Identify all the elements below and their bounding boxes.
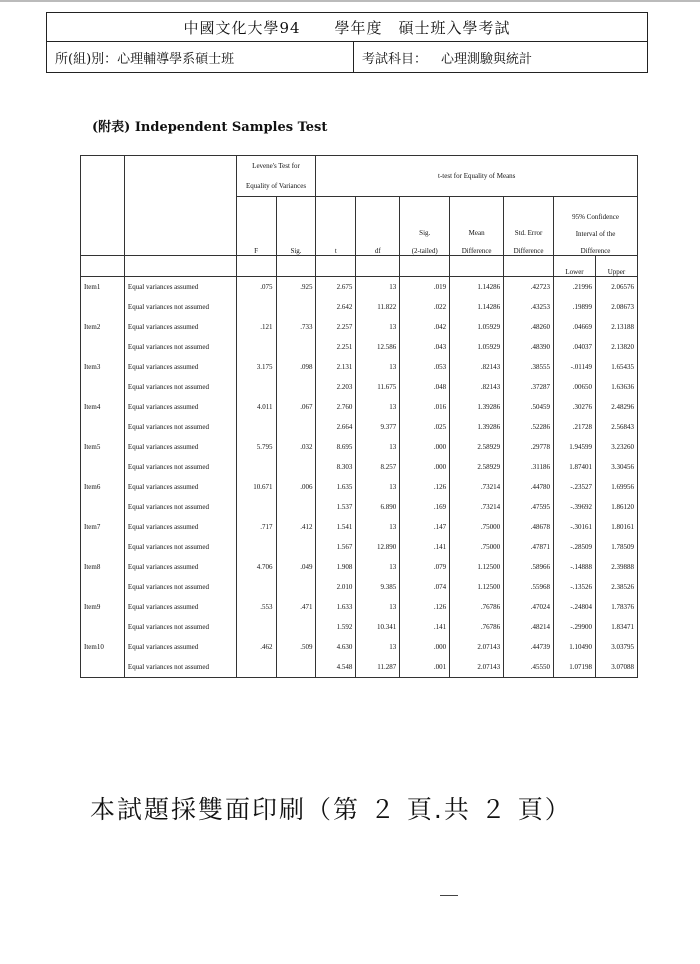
print-notice: 本試題採雙面印刷（第 ２ 頁.共 ２ 頁）: [90, 795, 572, 824]
cell-p: .000: [400, 437, 450, 457]
cell-F: .121: [236, 317, 276, 337]
cell-hi: 1.69956: [595, 477, 637, 497]
table-row: [81, 337, 638, 357]
cell-cond: Equal variances assumed: [124, 597, 236, 617]
cell-md: .76786: [450, 597, 504, 617]
table-body: [81, 277, 638, 678]
cell-sig: .049: [276, 557, 316, 577]
cell-cond: Equal variances not assumed: [124, 617, 236, 637]
cell-p: .126: [400, 597, 450, 617]
table-row: [81, 617, 638, 637]
ci-title-3: Difference: [580, 247, 611, 255]
cell-md: 1.05929: [450, 337, 504, 357]
cell-item: Item2: [81, 317, 125, 337]
cell-lo: .19899: [554, 297, 596, 317]
cell-t: 1.592: [316, 617, 356, 637]
cell-F: .075: [236, 277, 276, 298]
table-row: [81, 457, 638, 477]
cell-md: 2.07143: [450, 637, 504, 657]
cell-lo: -.29900: [554, 617, 596, 637]
cell-F: [236, 577, 276, 597]
col-md-line1: Mean: [468, 229, 485, 237]
table-row: [81, 557, 638, 577]
cell-p: .079: [400, 557, 450, 577]
cell-item: Item5: [81, 437, 125, 457]
cell-df: 11.822: [356, 297, 400, 317]
blank-cell: [124, 256, 236, 277]
cell-p: .022: [400, 297, 450, 317]
cell-cond: Equal variances assumed: [124, 397, 236, 417]
table-row: [81, 297, 638, 317]
cell-F: [236, 537, 276, 557]
cell-item: [81, 337, 125, 357]
cell-F: .462: [236, 637, 276, 657]
cell-F: [236, 617, 276, 637]
cell-F: 4.706: [236, 557, 276, 577]
cell-hi: 2.06576: [595, 277, 637, 298]
cell-t: 1.908: [316, 557, 356, 577]
cell-t: 2.131: [316, 357, 356, 377]
cell-p: .025: [400, 417, 450, 437]
cell-hi: 2.48296: [595, 397, 637, 417]
cell-F: [236, 457, 276, 477]
cell-se: .29778: [504, 437, 554, 457]
cell-lo: 1.87401: [554, 457, 596, 477]
cell-t: 1.541: [316, 517, 356, 537]
blank-cell: [236, 256, 276, 277]
cell-se: .42723: [504, 277, 554, 298]
cell-sig: [276, 297, 316, 317]
cell-md: .73214: [450, 477, 504, 497]
cell-p: .141: [400, 617, 450, 637]
table-row: [81, 377, 638, 397]
cell-lo: 1.10490: [554, 637, 596, 657]
cell-df: 13: [356, 437, 400, 457]
cell-hi: 1.83471: [595, 617, 637, 637]
cell-hi: 1.86120: [595, 497, 637, 517]
levene-header: [236, 156, 316, 197]
cell-cond: Equal variances not assumed: [124, 657, 236, 678]
cell-se: .43253: [504, 297, 554, 317]
header-row-3: [81, 256, 638, 277]
ci-title-1: 95% Confidence: [572, 213, 619, 221]
cell-t: 4.548: [316, 657, 356, 678]
col-sig-2tailed: [400, 197, 450, 256]
cell-sig: [276, 617, 316, 637]
cell-cond: Equal variances not assumed: [124, 537, 236, 557]
cell-md: 2.07143: [450, 657, 504, 678]
cell-hi: 3.30456: [595, 457, 637, 477]
cell-df: 12.586: [356, 337, 400, 357]
cell-item: Item6: [81, 477, 125, 497]
cell-se: .44739: [504, 637, 554, 657]
col-f: F: [236, 197, 276, 256]
corner-cell: [81, 156, 125, 256]
col-ci: [554, 197, 638, 256]
cell-se: .38555: [504, 357, 554, 377]
cell-t: 2.203: [316, 377, 356, 397]
cell-md: 1.05929: [450, 317, 504, 337]
table-row: [81, 437, 638, 457]
cell-df: 13: [356, 517, 400, 537]
cell-hi: 3.03795: [595, 637, 637, 657]
col-std-error: [504, 197, 554, 256]
cell-cond: Equal variances assumed: [124, 277, 236, 298]
cell-item: Item9: [81, 597, 125, 617]
cell-sig: [276, 497, 316, 517]
cell-se: .47871: [504, 537, 554, 557]
cell-df: 9.385: [356, 577, 400, 597]
cell-df: 12.890: [356, 537, 400, 557]
cell-p: .043: [400, 337, 450, 357]
cell-sig: .067: [276, 397, 316, 417]
cell-lo: -.28509: [554, 537, 596, 557]
cell-md: 2.58929: [450, 457, 504, 477]
table-row: [81, 517, 638, 537]
scan-top-edge: [0, 0, 700, 2]
cell-F: [236, 377, 276, 397]
cell-lo: .00650: [554, 377, 596, 397]
cell-lo: 1.07198: [554, 657, 596, 678]
cell-sig: .925: [276, 277, 316, 298]
cell-p: .169: [400, 497, 450, 517]
cell-hi: 2.13820: [595, 337, 637, 357]
cell-t: 4.630: [316, 637, 356, 657]
table-row: [81, 637, 638, 657]
cell-sig: .412: [276, 517, 316, 537]
cell-item: [81, 617, 125, 637]
cell-md: .82143: [450, 357, 504, 377]
cell-t: 1.635: [316, 477, 356, 497]
cell-sig: .471: [276, 597, 316, 617]
cell-lo: -.14888: [554, 557, 596, 577]
cell-md: .82143: [450, 377, 504, 397]
cell-item: [81, 537, 125, 557]
cell-p: .147: [400, 517, 450, 537]
cell-p: .074: [400, 577, 450, 597]
blank-cell: [400, 256, 450, 277]
table-row: [81, 417, 638, 437]
cell-se: .48260: [504, 317, 554, 337]
col-upper: Upper: [595, 256, 637, 277]
cell-se: .48214: [504, 617, 554, 637]
col-se-line2: Difference: [513, 247, 544, 255]
cell-item: [81, 297, 125, 317]
cell-df: 13: [356, 637, 400, 657]
cell-lo: -.01149: [554, 357, 596, 377]
cell-md: 1.14286: [450, 297, 504, 317]
cell-hi: 2.38526: [595, 577, 637, 597]
cell-cond: Equal variances assumed: [124, 517, 236, 537]
cell-hi: 1.65435: [595, 357, 637, 377]
cell-sig: [276, 417, 316, 437]
cell-se: .37287: [504, 377, 554, 397]
subject-value: 心理測驗與統計: [441, 51, 533, 67]
cell-lo: -.23527: [554, 477, 596, 497]
cell-cond: Equal variances assumed: [124, 637, 236, 657]
table-row: [81, 397, 638, 417]
cell-md: .73214: [450, 497, 504, 517]
col-lower: Lower: [554, 256, 596, 277]
cell-p: .016: [400, 397, 450, 417]
cell-lo: -.24804: [554, 597, 596, 617]
cell-t: 2.251: [316, 337, 356, 357]
cell-df: 13: [356, 357, 400, 377]
col-levene-sig: Sig.: [276, 197, 316, 256]
table-row: [81, 317, 638, 337]
cell-se: .52286: [504, 417, 554, 437]
cell-hi: 2.56843: [595, 417, 637, 437]
cell-p: .019: [400, 277, 450, 298]
cell-cond: Equal variances not assumed: [124, 577, 236, 597]
cell-t: 2.664: [316, 417, 356, 437]
cell-t: 8.695: [316, 437, 356, 457]
cell-F: [236, 337, 276, 357]
cell-sig: .509: [276, 637, 316, 657]
cell-hi: 2.13188: [595, 317, 637, 337]
col-df: df: [356, 197, 400, 256]
col-se-line1: Std. Error: [514, 229, 543, 237]
cell-F: .553: [236, 597, 276, 617]
cell-hi: 3.23260: [595, 437, 637, 457]
cell-t: 2.010: [316, 577, 356, 597]
cell-p: .126: [400, 477, 450, 497]
cell-df: 13: [356, 317, 400, 337]
cell-t: 8.303: [316, 457, 356, 477]
cell-cond: Equal variances assumed: [124, 477, 236, 497]
cell-se: .48390: [504, 337, 554, 357]
cell-item: Item8: [81, 557, 125, 577]
cell-item: [81, 457, 125, 477]
cell-p: .141: [400, 537, 450, 557]
cell-sig: [276, 537, 316, 557]
cell-df: 13: [356, 477, 400, 497]
cell-se: .48678: [504, 517, 554, 537]
table-row: [81, 537, 638, 557]
cell-hi: 1.63636: [595, 377, 637, 397]
cell-se: .31186: [504, 457, 554, 477]
cell-p: .001: [400, 657, 450, 678]
cell-p: .042: [400, 317, 450, 337]
cell-F: [236, 657, 276, 678]
table-row: [81, 357, 638, 377]
cell-cond: Equal variances assumed: [124, 317, 236, 337]
table-row: [81, 597, 638, 617]
cell-lo: .21728: [554, 417, 596, 437]
cell-md: .75000: [450, 537, 504, 557]
exam-header-box: [46, 12, 648, 73]
cell-p: .000: [400, 457, 450, 477]
subject-cell: [354, 42, 532, 72]
blank-cell: [316, 256, 356, 277]
cell-t: 2.675: [316, 277, 356, 298]
cell-item: [81, 497, 125, 517]
scan-mark: [440, 895, 458, 896]
cell-item: Item3: [81, 357, 125, 377]
corner-cell-2: [124, 156, 236, 256]
cell-md: 1.12500: [450, 557, 504, 577]
col-sig2-line2: (2-tailed): [411, 247, 438, 255]
cell-F: [236, 497, 276, 517]
cell-md: .76786: [450, 617, 504, 637]
cell-sig: [276, 377, 316, 397]
cell-item: Item7: [81, 517, 125, 537]
cell-hi: 1.78376: [595, 597, 637, 617]
blank-cell: [81, 256, 125, 277]
cell-F: 4.011: [236, 397, 276, 417]
levene-title-2: Equality of Variances: [245, 182, 307, 190]
table-row: [81, 477, 638, 497]
cell-cond: Equal variances assumed: [124, 357, 236, 377]
cell-lo: -.13526: [554, 577, 596, 597]
ttest-header: t-test for Equality of Means: [316, 156, 638, 197]
cell-cond: Equal variances not assumed: [124, 457, 236, 477]
cell-sig: .032: [276, 437, 316, 457]
cell-lo: 1.94599: [554, 437, 596, 457]
cell-F: 10.671: [236, 477, 276, 497]
cell-lo: .30276: [554, 397, 596, 417]
blank-cell: [276, 256, 316, 277]
cell-df: 6.890: [356, 497, 400, 517]
cell-t: 2.760: [316, 397, 356, 417]
cell-md: 1.12500: [450, 577, 504, 597]
header-row-1: [81, 156, 638, 197]
cell-df: 11.287: [356, 657, 400, 678]
cell-lo: .04669: [554, 317, 596, 337]
cell-lo: -.39692: [554, 497, 596, 517]
cell-item: Item10: [81, 637, 125, 657]
cell-se: .47024: [504, 597, 554, 617]
cell-sig: [276, 577, 316, 597]
ci-title-2: Interval of the: [575, 230, 616, 238]
cell-sig: [276, 337, 316, 357]
cell-sig: .098: [276, 357, 316, 377]
independent-samples-test-table: [80, 155, 638, 678]
blank-cell: [504, 256, 554, 277]
cell-lo: -.30161: [554, 517, 596, 537]
cell-sig: [276, 457, 316, 477]
blank-cell: [356, 256, 400, 277]
cell-cond: Equal variances not assumed: [124, 497, 236, 517]
cell-hi: 2.39888: [595, 557, 637, 577]
cell-item: [81, 657, 125, 678]
subject-label: 考試科目：: [362, 51, 428, 67]
cell-cond: Equal variances not assumed: [124, 297, 236, 317]
cell-item: [81, 417, 125, 437]
cell-t: 1.633: [316, 597, 356, 617]
cell-item: Item1: [81, 277, 125, 298]
exam-info-row: [47, 42, 647, 72]
table-row: [81, 577, 638, 597]
table-caption: (附表) Independent Samples Test: [92, 120, 328, 135]
col-md-line2: Difference: [461, 247, 492, 255]
cell-df: 11.675: [356, 377, 400, 397]
cell-df: 13: [356, 397, 400, 417]
cell-p: .053: [400, 357, 450, 377]
cell-df: 9.377: [356, 417, 400, 437]
cell-df: 13: [356, 597, 400, 617]
cell-F: 3.175: [236, 357, 276, 377]
table-row: [81, 657, 638, 678]
cell-t: 2.642: [316, 297, 356, 317]
cell-cond: Equal variances assumed: [124, 557, 236, 577]
cell-se: .58966: [504, 557, 554, 577]
cell-cond: Equal variances not assumed: [124, 377, 236, 397]
table-row: [81, 277, 638, 298]
cell-md: 1.39286: [450, 417, 504, 437]
cell-cond: Equal variances not assumed: [124, 417, 236, 437]
cell-se: .55968: [504, 577, 554, 597]
cell-lo: .04037: [554, 337, 596, 357]
cell-md: 1.14286: [450, 277, 504, 298]
school-name: 中國文化大學94: [183, 18, 301, 37]
cell-md: 2.58929: [450, 437, 504, 457]
department-label: 所(組)別：心理輔導學系碩士班: [47, 42, 354, 72]
cell-sig: [276, 657, 316, 678]
cell-hi: 2.08673: [595, 297, 637, 317]
cell-se: .44780: [504, 477, 554, 497]
cell-df: 8.257: [356, 457, 400, 477]
cell-cond: Equal variances assumed: [124, 437, 236, 457]
cell-F: 5.795: [236, 437, 276, 457]
cell-se: .47595: [504, 497, 554, 517]
cell-F: .717: [236, 517, 276, 537]
cell-p: .048: [400, 377, 450, 397]
cell-cond: Equal variances not assumed: [124, 337, 236, 357]
cell-item: [81, 577, 125, 597]
exam-title: 學年度 碩士班入學考試: [334, 18, 511, 37]
col-sig2-line1: Sig.: [419, 229, 431, 237]
cell-lo: .21996: [554, 277, 596, 298]
col-mean-diff: [450, 197, 504, 256]
col-t: t: [316, 197, 356, 256]
cell-hi: 1.80161: [595, 517, 637, 537]
cell-se: .45550: [504, 657, 554, 678]
levene-title-1: Levene's Test for: [252, 162, 300, 170]
cell-df: 13: [356, 557, 400, 577]
cell-item: Item4: [81, 397, 125, 417]
exam-title-row: [47, 13, 647, 42]
cell-md: .75000: [450, 517, 504, 537]
cell-F: [236, 297, 276, 317]
cell-hi: 1.78509: [595, 537, 637, 557]
cell-df: 10.341: [356, 617, 400, 637]
cell-t: 1.567: [316, 537, 356, 557]
cell-t: 1.537: [316, 497, 356, 517]
cell-md: 1.39286: [450, 397, 504, 417]
cell-item: [81, 377, 125, 397]
cell-hi: 3.07088: [595, 657, 637, 678]
blank-cell: [450, 256, 504, 277]
cell-p: .000: [400, 637, 450, 657]
cell-t: 2.257: [316, 317, 356, 337]
cell-df: 13: [356, 277, 400, 298]
cell-sig: .006: [276, 477, 316, 497]
cell-sig: .733: [276, 317, 316, 337]
cell-se: .50459: [504, 397, 554, 417]
table-row: [81, 497, 638, 517]
cell-F: [236, 417, 276, 437]
